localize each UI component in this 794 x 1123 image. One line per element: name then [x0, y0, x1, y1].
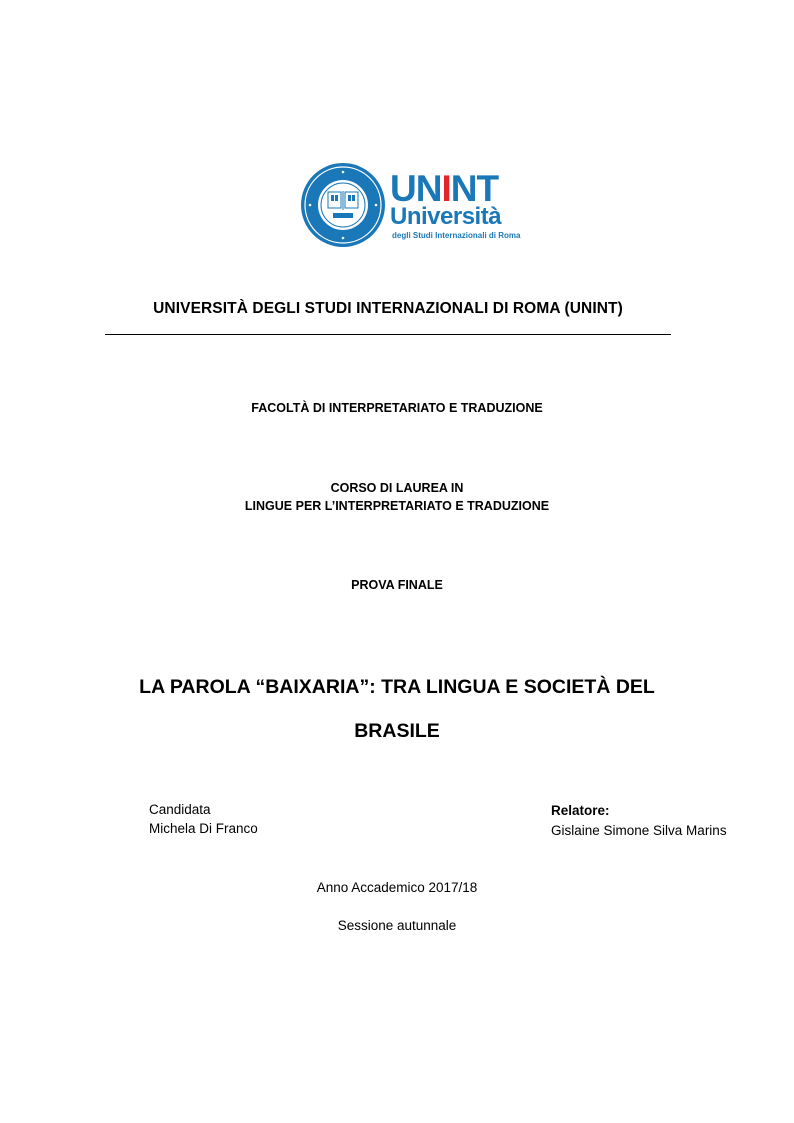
candidate-name: Michela Di Franco — [149, 821, 258, 836]
thesis-title-line-2: BRASILE — [354, 720, 440, 742]
logo-tagline: degli Studi Internazionali di Roma — [392, 231, 521, 240]
session: Sessione autunnale — [337, 918, 457, 933]
course-line-2: LINGUE PER L’INTERPRETARIATO E TRADUZIONE — [244, 499, 550, 513]
exam-type: PROVA FINALE — [351, 578, 443, 592]
logo-subtitle: Università — [390, 203, 502, 230]
candidate-label: Candidata — [149, 802, 211, 817]
university-name: UNIVERSITÀ DEGLI STUDI INTERNAZIONALI DI ROMA (UNINT) — [153, 300, 623, 317]
logo-brand: UNINT — [390, 168, 499, 209]
thesis-title-line-1: LA PAROLA “BAIXARIA”: TRA LINGUA E SOCIETÀ DEL — [139, 676, 655, 698]
title-divider — [105, 334, 671, 335]
course-line-1: CORSO DI LAUREA IN — [330, 481, 464, 495]
supervisor-label: Relatore: — [551, 803, 610, 818]
supervisor-name: Gislaine Simone Silva Marins — [551, 823, 727, 838]
unint-logo — [298, 160, 538, 255]
faculty-name: FACOLTÀ DI INTERPRETARIATO E TRADUZIONE — [251, 401, 543, 415]
university-seal-icon — [300, 162, 386, 248]
academic-year: Anno Accademico 2017/18 — [316, 880, 478, 895]
